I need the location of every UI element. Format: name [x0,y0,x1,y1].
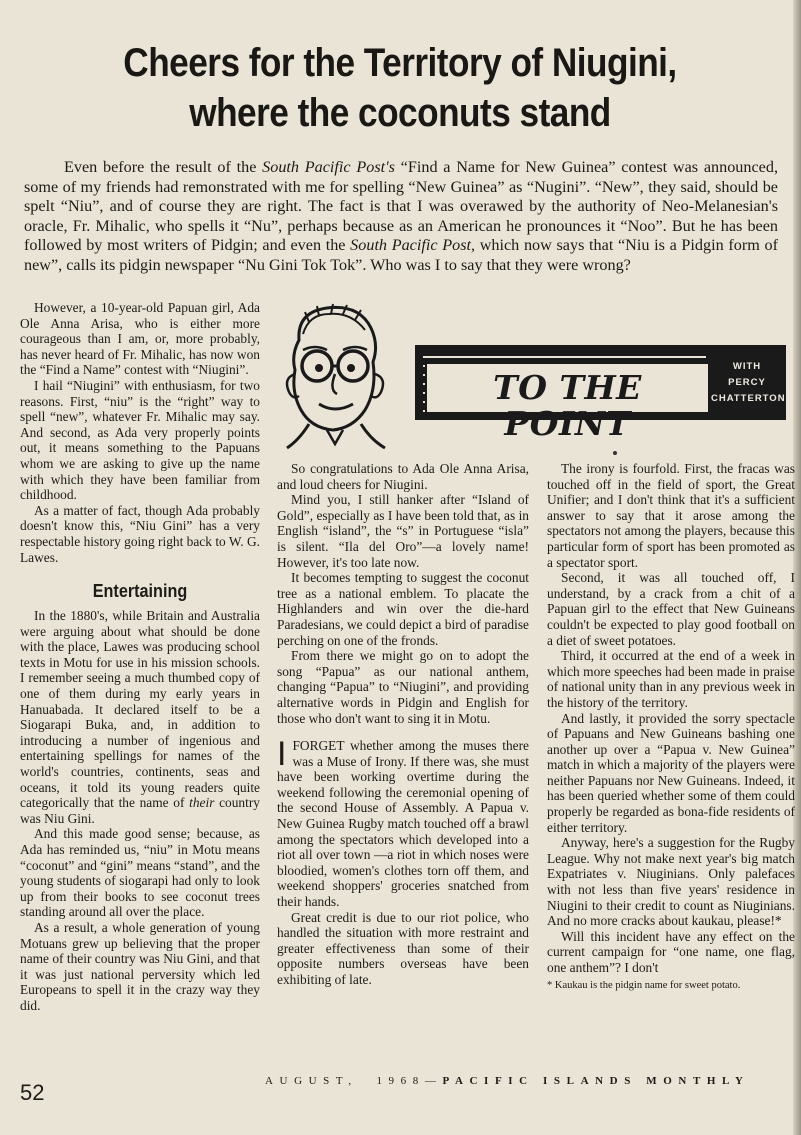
footer-year: 1968 [376,1075,425,1087]
col2-paragraph-4: From there we might go on to adopt the song “Papua” as our national anthem, changing “Papua” to “Niugini”, and providing alternative words in Pidgin and English for those who don't want to sing it in Motu. [277,648,529,726]
banner-stripe [423,349,706,443]
credit-last-name: CHATTERTON [711,393,786,404]
bullet-ornament [613,451,617,455]
col2-p5-text: FORGET whether among the muses there was a Muse of Irony. If there was, she must have been working overtime during the weekend following the ceremonial opening of the second House of Assembly. A Papua v. New Guinea Rugby match touched off a brawl among the spectators which developed into a riot all over town —a riot in which noses were bloodied, women's clothes torn off them, and weekend shoppers' groceries snatched from their hands. [277,738,529,910]
col1-paragraph-6: As a result, a whole generation of young Motuans grew up believing that the proper name of their country was Niu Gini, and that it was just national perversity which led Europeans to spell it in the crazy way they did. [20,919,260,1013]
intro-text-3: which now says that “Niu is a Pidgin form of new”, calls its pidgin newspaper “Nu Gini Tok Tok”. Who was I to say that they were wrong? [24,236,779,274]
col3-paragraph-3: Third, it occurred at the end of a week in which more speeches had been made in praise of national unity than in any previous week in the history of the territory. [547,648,795,710]
drop-cap: I [277,735,287,774]
intro-paragraph [24,158,778,275]
footer-month: AUGUST, [265,1075,358,1087]
credit-first-name: PERCY [728,377,766,388]
col1-p4-italic: their [189,795,215,811]
author-caricature [279,300,391,450]
col3-paragraph-2: Second, it was all touched off, I understand, by a crack from a chit of a Papuan girl to the effect that New Guineans couldn't be expected to play good football on a diet of sweet potatoes. [547,570,795,648]
page-number: 52 [20,1080,45,1105]
headline-line-1: Cheers for the Territory of Niugini, [123,41,677,85]
column-banner [415,345,786,443]
col1-paragraph-5: And this made good sense; because, as Ada has reminded us, “niu” in Motu means “coconut” and “gini” means “stand”, and the young students of siogarapi had only to look up from their books to see coconut trees standing around all over the place. [20,826,260,920]
col3-paragraph-5: Anyway, here's a suggestion for the Rugby League. Why not make next year's big match Expatriates v. Niuginians. Only palefaces with not less than five years' residence in Niugini to their credit to count as Niuginians. And no more cracks about kaukau, please!* [547,835,795,929]
intro-italic-2: South Pacific Post, [350,236,476,254]
col2-paragraph-3: It becomes tempting to suggest the coconut tree as a national emblem. To placate the Highlanders and win over the die-hard Paradesians, we could depict a bird of paradise perching on one of the fronds. [277,570,529,648]
author-credit [711,359,786,407]
column-title: TO THE POINT [493,368,642,443]
intro-italic-1: South Pacific Post's [262,158,395,176]
col1-paragraph-1: However, a 10-year-old Papuan girl, Ada Ole Anna Arisa, who is either more courageous than I am, or, more probably, has never heard of Fr. Mihalic, has now won the “Find a Name” contest with “Niugini”. [20,300,260,378]
col1-paragraph-4 [20,608,260,826]
footer-dash: — [424,1075,443,1087]
column-2 [277,461,529,988]
headline [83,38,717,138]
column-3 [547,461,795,992]
banner-title-box [425,362,710,443]
footnote [547,980,795,992]
headline-line-2: where the coconuts stand [189,91,611,135]
column-1 [20,300,260,1014]
col1-paragraph-2: I hail “Niugini” with enthusiasm, for two reasons. First, “niu” is the “right” way to spell “new”, whatever Fr. Mihalic may say. And second, as Ada very properly points out, it means something to the Papuans whom we are asking to give up the name with which they have been familiar from childhood. [20,377,260,503]
col1-p4-text-1: In the 1880's, while Britain and Australia were arguing about what should be done with the place, Lawes was producing school texts in Motu for use in his mission schools. I remember seeing a much thumbed copy of one of them during my early years in Hanuabada. It declared itself to be a Siogarapi Buka, and, in addition to introducing a number of ingenious and entertaining spellings for names of the world's countries, continents, seas and oceans, it told its young readers quite categorically that the name of [20,608,260,811]
intro-text-2: “Find a Name for New Guinea” contest was announced, some of my friends had remonstrated with me for spelling “New Guinea” as “Nugini”. “New”, they said, should be spelt “Niu”, and of course they are right. The fact is that I was overawed by the authority of Neo-Melanesian's oracle, Fr. Mihalic, who spells it “Nu”, perhaps because as an American he pronounces it “Noo”. But he has been followed by most writers of Pidgin; and even the [24,158,778,254]
footnote-text: * Kaukau is the pidgin name for sweet potato. [547,979,741,991]
footer-magazine: PACIFIC ISLANDS MONTHLY [442,1075,750,1087]
col2-paragraph-5 [277,735,529,910]
col1-p4-text-2: country was Niu Gini. [20,795,260,826]
col2-paragraph-6: Great credit is due to our riot police, who handled the situation with more restraint and greater effectiveness than some of their opposite numbers overseas have been exhibiting of late. [277,909,529,987]
running-footer [265,1075,795,1087]
col2-paragraph-2: Mind you, I still hanker after “Island of Gold”, especially as I have been told that, as in English “island”, the “s” in Portuguese “isla” is silent. “Ila del Oro”—a lovely name! However, it's too late now. [277,492,529,570]
credit-with: WITH [732,361,762,372]
col2-paragraph-1: So congratulations to Ada Ole Anna Arisa, and loud cheers for Niugini. [277,461,529,492]
subhead-entertaining: Entertaining [92,581,188,602]
col3-paragraph-4: And lastly, it provided the sorry spectacle of Papuans and New Guineans bashing one another up over a “Papua v. New Guinea” match in which a majority of the players were neither Papuans nor New Guineans. Indeed, it has been queried whether some of them could properly be regarded as bona-fide residents of either territory. [547,710,795,835]
col3-paragraph-6: Will this incident have any effect on the current campaign for “one name, one flag, one anthem”? I don't [547,928,795,975]
col3-paragraph-1: The irony is fourfold. First, the fracas was touched off in the field of sport, the Great Unifier; and I don't think that it's a sufficient answer to say that it arose among the spectators not among the players, because this particular form of sport has been promoted as a spectator sport. [547,461,795,570]
intro-text-1: Even before the result of the [64,158,263,176]
col1-paragraph-3: As a matter of fact, though Ada probably doesn't know this, “Niu Gini” has a very respectable history going right back to W. G. Lawes. [20,502,260,565]
